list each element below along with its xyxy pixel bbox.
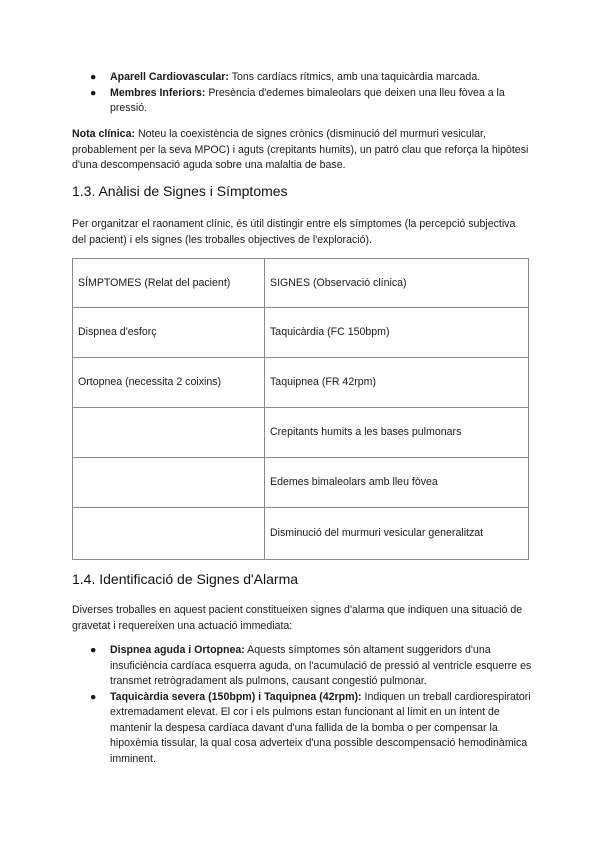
clinical-note — [72, 127, 532, 174]
table-cell: Taquicàrdia (FC 150bpm) — [265, 308, 529, 358]
signs-symptoms-table — [72, 258, 529, 560]
table-row — [73, 508, 529, 560]
bullet-text: Indiquen un treball cardiorespiratori extremadament elevat. El cor i els pulmons estan funcionant al límit en un intent de mantenir la despesa cardíaca davant d'una fallida de la bomba o per compensar la hipoxèmia tissular, la qual cosa adverteix d'una possible descompensació hemodinàmica imminent. — [110, 690, 531, 765]
table-cell — [73, 408, 265, 458]
table-cell: Ortopnea (necessita 2 coixins) — [73, 358, 265, 408]
list-item — [72, 70, 532, 86]
table-header-symptoms: SÍMPTOMES (Relat del pacient) — [73, 259, 265, 308]
section-heading-1-3: 1.3. Anàlisi de Signes i Símptomes — [72, 183, 288, 199]
section-1-3-intro: Per organitzar el raonament clínic, és útil distingir entre els símptomes (la percepció subjectiva del pacient) i els signes (les troballes objectives de l'exploració). — [72, 218, 516, 246]
bullet-text: Presència d'edemes bimaleolars que deixen una lleu fòvea a la pressió. — [110, 86, 505, 114]
table-cell: Taquipnea (FR 42rpm) — [265, 358, 529, 408]
table-cell — [73, 508, 265, 560]
bullet-icon: ● — [90, 644, 97, 656]
bullet-icon: ● — [90, 690, 97, 703]
table-header-row — [73, 259, 529, 308]
bullet-label: Membres Inferiors: — [110, 86, 206, 99]
section-1-4-intro: Diverses troballes en aquest pacient constitueixen signes d'alarma que indiquen una situació de gravetat i requereixen una actuació immediata: — [72, 604, 523, 632]
table-row — [73, 358, 529, 408]
note-text: Noteu la coexistència de signes crònics (disminució del murmuri vesicular, probablement per la seva MPOC) i aguts (crepitants humits), un patró clau que reforça la hipòtesi d'una descompensació aguda sobre una malaltia de base. — [72, 128, 529, 171]
table-cell: Crepitants humits a les bases pulmonars — [265, 408, 529, 458]
bullet-text: Tons cardíacs rítmics, amb una taquicàrdia marcada. — [228, 71, 481, 83]
table-cell — [73, 458, 265, 508]
table-cell: Disminució del murmuri vesicular generalitzat — [265, 508, 529, 560]
list-item — [72, 86, 532, 117]
table-row — [73, 458, 529, 508]
bullet-icon: ● — [90, 86, 97, 99]
bullet-text: Aquests símptomes són altament suggeridors d'una insuficiència cardíaca esquerra aguda, on l'acumulació de pressió al ventricle esquerre es transmet retrògradament als pulmons, causant congestió pulmonar. — [110, 644, 532, 687]
section-heading-1-4: 1.4. Identificació de Signes d'Alarma — [72, 571, 299, 587]
table-cell: Dispnea d'esforç — [73, 308, 265, 358]
bullet-label: Taquicàrdia severa (150bpm) i Taquipnea (42rpm): — [110, 690, 362, 703]
list-item — [72, 643, 532, 690]
bullet-label: Dispnea aguda i Ortopnea: — [110, 644, 245, 656]
table-row — [73, 308, 529, 358]
table-header-signs: SIGNES (Observació clínica) — [265, 259, 529, 308]
bullet-label: Aparell Cardiovascular: — [110, 71, 229, 83]
list-item — [72, 690, 532, 768]
table-cell: Edemes bimaleolars amb lleu fòvea — [265, 458, 529, 508]
table-row — [73, 408, 529, 458]
bullet-icon: ● — [90, 71, 97, 83]
top-bullet-list — [72, 70, 532, 117]
alarm-signs-list — [72, 643, 532, 767]
note-label: Nota clínica: — [72, 128, 135, 140]
